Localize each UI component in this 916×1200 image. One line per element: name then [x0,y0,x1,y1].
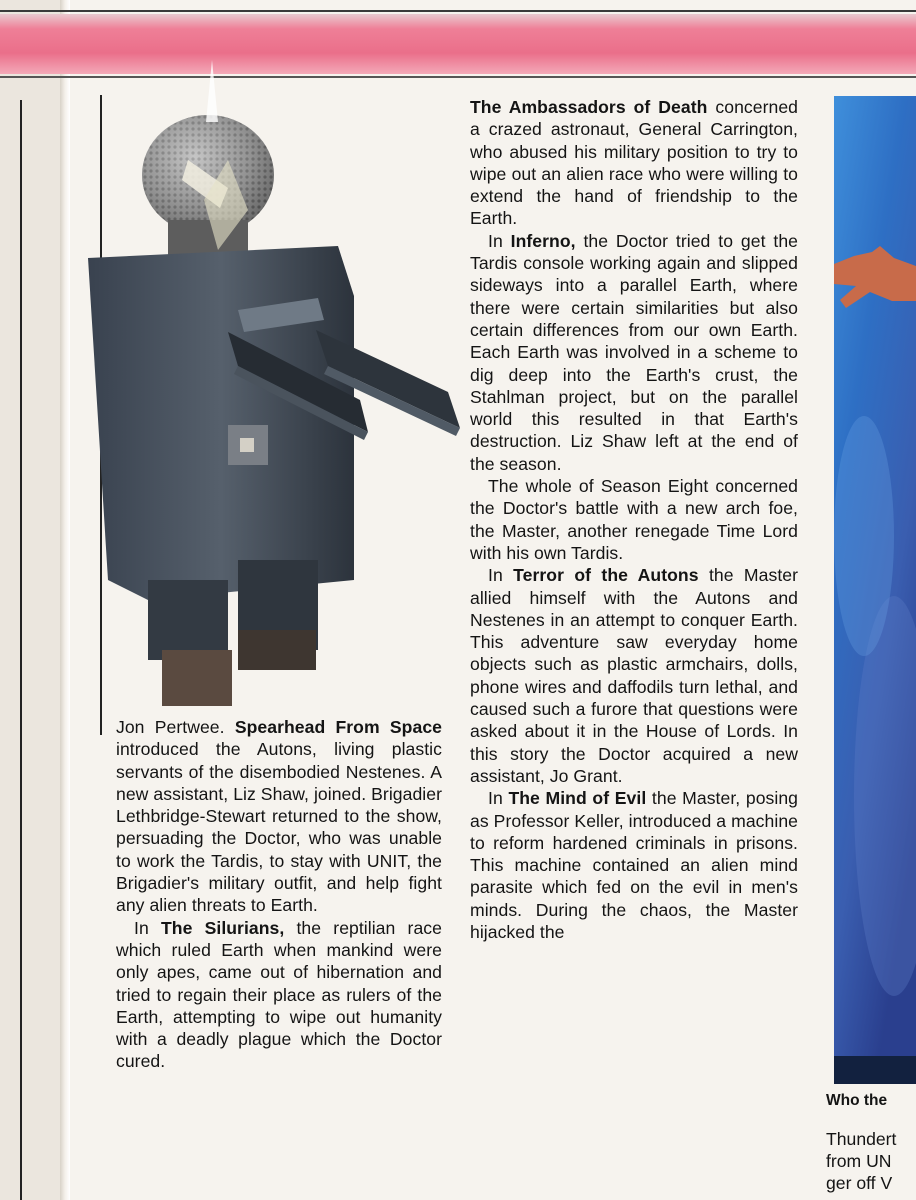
top-rule [0,10,916,12]
article-paragraph: In The Mind of Evil the Master, posing as Professor Keller, introduced a machine to reform hardened criminals in prisons. This machine contained an alien mind parasite which fed on the evil in men's minds. During the chaos, the Master hijacked the [470,788,799,942]
article-paragraph: In Inferno, the Doctor tried to get the Tardis console working again and slipped sideways into a parallel Earth, where there were certain similarities but also certain differences from our own Earth. Each Earth was involved in a scheme to dig deep into the Earth's crust, the Stahlman project, but on the parallel world this resulted in that Earth's destruction. Liz Shaw left at the end of the season. [470,230,798,474]
story-title: The Ambassadors of Death [470,97,708,117]
left-page-rule [20,100,22,1200]
article-paragraph: Jon Pertwee. Spearhead From Space introduced the Autons, living plastic servants of the disembodied Nestenes. A new assistant, Liz Shaw, joined. Brigadier Lethbridge-Stewart returned to the show, persuading the Doctor, who was unable to work the Tardis, to stay with UNIT, the Brigadier's military outfit, and help fight any alien threats to Earth. [116,717,442,916]
article-paragraph: In Terror of the Autons the Master allied himself with the Autons and Nestenes in an attempt to conquer Earth. This adventure saw everyday home objects such as plastic armchairs, dolls, phone wires and daffodils turn lethal, and caused such a furore that questions were asked about it in the House of Lords. In this story the Doctor acquired a new assistant, Jo Grant. [470,565,798,786]
article-column-right [826,1128,916,1194]
story-title: Spearhead From Space [234,717,442,737]
article-paragraph: In The Silurians, the reptilian race which ruled Earth when mankind were only apes, came out of hibernation and tried to regain their place as rulers of the Earth, attempting to wipe out humanity with a deadly plague which the Doctor cured. [116,917,442,1072]
story-title: Terror of the Autons [513,565,699,586]
text-line: Thundert [826,1129,897,1149]
story-title: The Silurians, [160,917,285,938]
photo-caption: Who the [826,1092,888,1109]
article-column-left [116,716,442,1073]
article-paragraph: The whole of Season Eight concerned the Doctor's battle with a new arch foe, the Master, another renegade Time Lord with his own Tardis. [470,476,798,563]
story-title: Inferno, [510,230,576,251]
robot-body [88,246,460,600]
article-column-middle [470,96,798,943]
text-line: ger off V [826,1173,893,1193]
text-line: from UN [826,1151,892,1171]
article-paragraph: The Ambassadors of Death concerned a crazed astronaut, General Carrington, who abused his military position to try to wipe out an alien race who were willing to extend the hand of friendship to the Earth. [470,97,798,229]
robot-photo [88,60,468,720]
left-page-edge [0,0,66,1200]
light-flare [206,60,218,122]
story-title: The Mind of Evil [508,788,647,809]
blue-figure-photo [834,96,916,1084]
page-gutter [60,0,70,1200]
